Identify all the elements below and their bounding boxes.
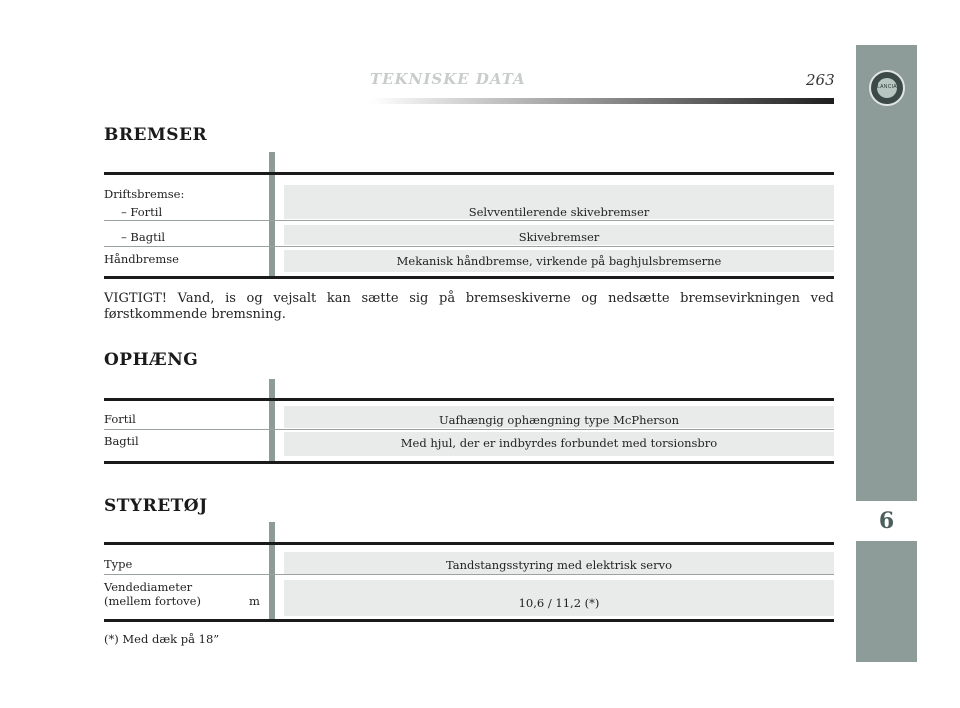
brakes-bottom-rule	[104, 276, 834, 279]
rear-suspension-value: Med hjul, der er indbyrdes forbundet med torsionsbro	[284, 432, 834, 456]
rear-brake-label: – Bagtil	[121, 230, 166, 244]
turning-diameter-unit: m	[249, 594, 260, 608]
service-brake-label: Driftsbremse:	[104, 187, 185, 201]
brakes-divider	[269, 152, 275, 278]
front-brake-value-cell	[284, 185, 834, 219]
brakes-top-rule	[104, 172, 834, 175]
suspension-title: OPHÆNG	[104, 350, 199, 370]
page-number: 263	[806, 71, 835, 89]
row-separator	[104, 574, 834, 575]
brake-warning: VIGTIGT! Vand, is og vejsalt kan sætte sig på bremseskiverne og nedsætte bremsevirkningen ved førstkommende bremsning.	[104, 291, 834, 322]
logo-text: LANCIA	[877, 84, 897, 90]
row-separator	[104, 429, 834, 430]
row-separator	[104, 246, 834, 247]
brakes-title: BREMSER	[104, 125, 208, 145]
steering-top-rule	[104, 542, 834, 545]
steering-type-value: Tandstangsstyring med elektrisk servo	[284, 552, 834, 574]
front-brake-label: – Fortil	[121, 205, 163, 219]
turning-diameter-sublabel: (mellem fortove)	[104, 594, 201, 608]
chapter-sidebar	[856, 45, 917, 662]
turning-diameter-label: Vendediameter	[104, 580, 193, 594]
steering-title: STYRETØJ	[104, 496, 208, 516]
row-separator	[104, 220, 834, 221]
chapter-number: 6	[878, 508, 895, 534]
steering-divider	[269, 522, 275, 621]
turning-diameter-value: 10,6 / 11,2 (*)	[284, 580, 834, 616]
front-suspension-value: Uafhængig ophængning type McPherson	[284, 406, 834, 428]
front-suspension-label: Fortil	[104, 412, 136, 426]
header-rule	[370, 98, 834, 104]
tire-footnote: (*) Med dæk på 18”	[104, 632, 220, 646]
front-brake-value: Selvventilerende skivebremser	[468, 205, 650, 219]
header-title: TEKNISKE DATA	[370, 70, 526, 88]
rear-suspension-label: Bagtil	[104, 434, 139, 448]
lancia-logo	[869, 70, 905, 106]
suspension-divider	[269, 379, 275, 463]
steering-type-label: Type	[104, 557, 133, 571]
hand-brake-label: Håndbremse	[104, 252, 179, 266]
steering-bottom-rule	[104, 619, 834, 622]
suspension-bottom-rule	[104, 461, 834, 464]
hand-brake-value: Mekanisk håndbremse, virkende på baghjulsbremserne	[284, 250, 834, 272]
rear-brake-value: Skivebremser	[284, 225, 834, 245]
suspension-top-rule	[104, 398, 834, 401]
